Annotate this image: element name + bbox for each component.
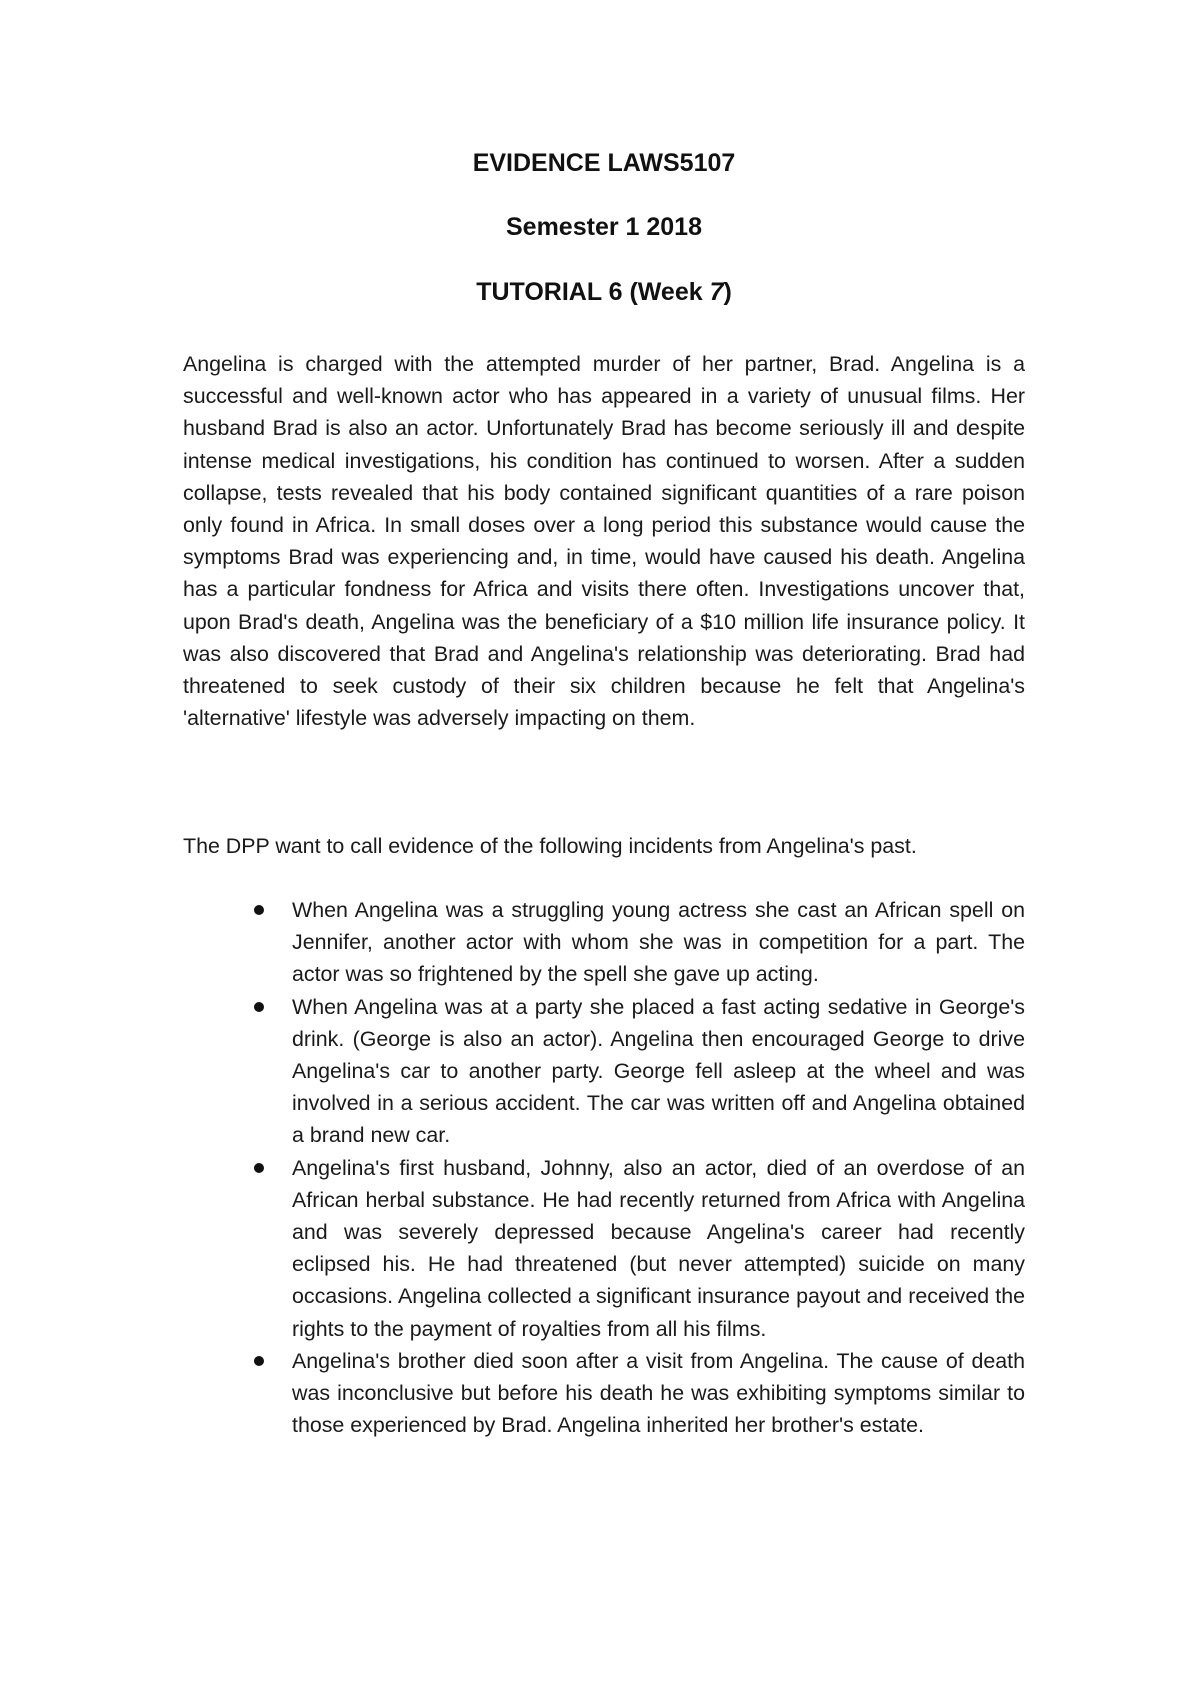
bullet-icon	[254, 1163, 264, 1173]
incident-text: Angelina's brother died soon after a visit from Angelina. The cause of death was inconclusive but before his death he was exhibiting symptoms similar to those experienced by Brad. Angelina inherited her brother's estate.	[292, 1348, 1025, 1438]
bullet-icon	[254, 1002, 264, 1012]
incident-text: When Angelina was at a party she placed a fast acting sedative in George's drink. (George is also an actor). Angelina then encouraged George to drive Angelina's car to another party. George fell asleep at the wheel and was involved in a serious accident. The car was written off and Angelina obtained a brand new car.	[292, 994, 1025, 1148]
incident-list	[183, 894, 1025, 1441]
tutorial-heading-end: )	[723, 278, 732, 306]
intro-paragraph: Angelina is charged with the attempted murder of her partner, Brad. Angelina is a successful and well-known actor who has appeared in a variety of unusual films. Her husband Brad is also an actor. Unfortunately Brad has become seriously ill and despite intense medical investigations, his condition has continued to worsen. After a sudden collapse, tests revealed that his body contained significant quantities of a rare poison only found in Africa. In small doses over a long period this substance would cause the symptoms Brad was experiencing and, in time, would have caused his death. Angelina has a particular fondness for Africa and visits there often. Investigations uncover that, upon Brad's death, Angelina was the beneficiary of a $10 million life insurance policy. It was also discovered that Brad and Angelina's relationship was deteriorating. Brad had threatened to seek custody of their six children because he felt that Angelina's 'alternative' lifestyle was adversely impacting on them.	[183, 352, 1025, 731]
tutorial-heading	[183, 277, 1025, 307]
list-item	[183, 1152, 1025, 1345]
bullet-icon	[254, 905, 264, 915]
incident-text: When Angelina was a struggling young actress she cast an African spell on Jennifer, another actor with whom she was in competition for a part. The actor was so frightened by the spell she gave up acting.	[292, 898, 1025, 987]
bullet-icon	[254, 1356, 264, 1366]
dpp-paragraph: The DPP want to call evidence of the following incidents from Angelina's past.	[183, 834, 917, 858]
list-item	[183, 991, 1025, 1152]
course-heading: EVIDENCE LAWS5107	[472, 149, 736, 177]
semester-heading: Semester 1 2018	[506, 213, 702, 241]
list-item	[183, 1345, 1025, 1442]
tutorial-heading-main: TUTORIAL 6 (Week	[476, 278, 710, 306]
incident-text: Angelina's first husband, Johnny, also an actor, died of an overdose of an African herbal substance. He had recently returned from Africa with Angelina and was severely depressed because Angelina's career had recently eclipsed his. He had threatened (but never attempted) suicide on many occasions. Angelina collected a significant insurance payout and received the rights to the payment of royalties from all his films.	[292, 1155, 1025, 1341]
list-item	[183, 894, 1025, 991]
tutorial-heading-week-number: 7	[709, 278, 724, 306]
